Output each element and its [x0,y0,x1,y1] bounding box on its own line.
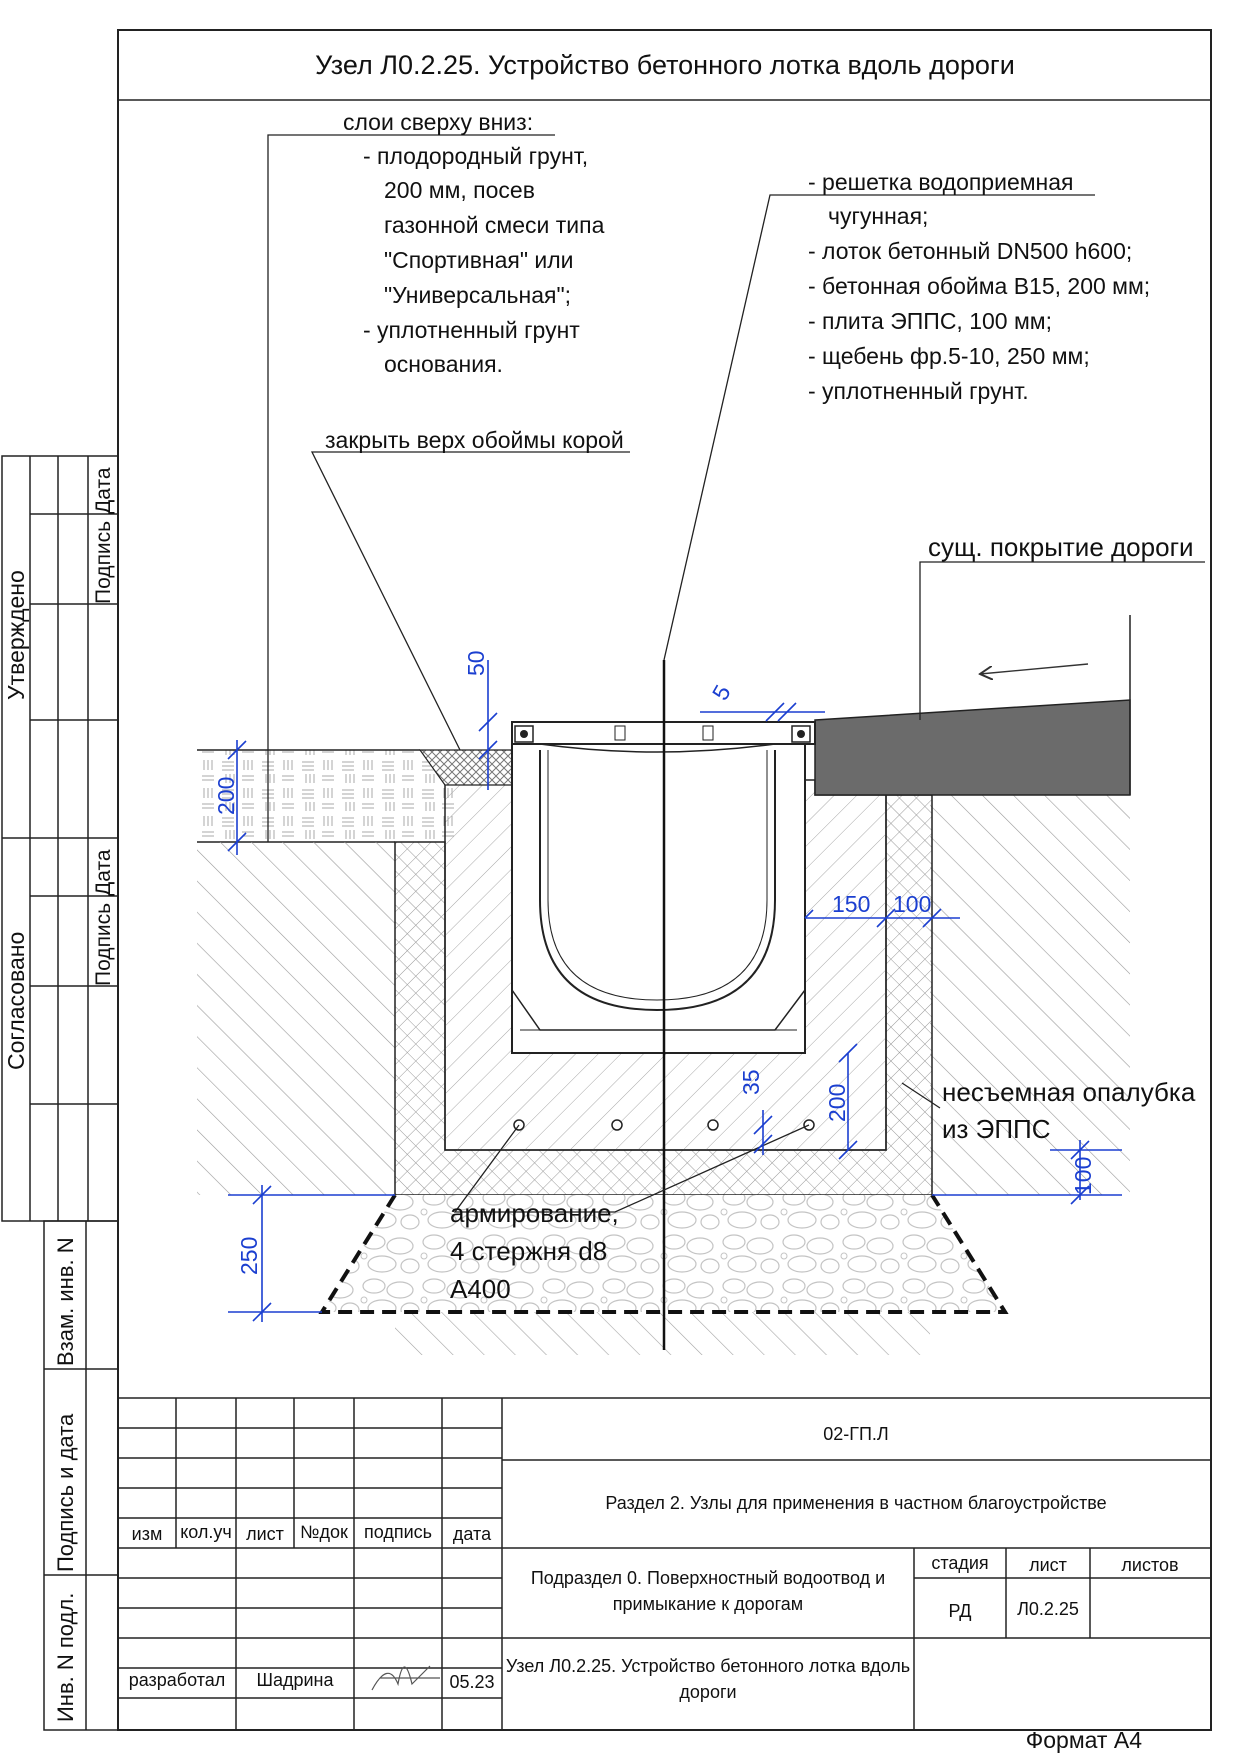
subsection-line-1: Подраздел 0. Поверхностный водоотвод и [530,1568,886,1588]
stamp-replace-inv: Взам. инв. N [53,1237,78,1366]
developed-date: 05.23 [449,1672,495,1692]
stage-label: стадия [931,1553,989,1573]
stamp-agreed: Согласовано [3,931,29,1070]
callout-line: армирование, [450,1198,619,1228]
callout-road: сущ. покрытие дороги [928,532,1194,562]
header-cell: подпись [363,1522,433,1542]
section-drawing [197,615,1130,1355]
callout-formwork-1: несъемная опалубка [942,1077,1196,1107]
dim-250: 250 [236,1236,262,1275]
callout-line: - уплотненный грунт. [808,378,1029,404]
sheets-label: листов [1121,1555,1179,1575]
stamp-approved: Утверждено [3,570,29,700]
stamp-sign-date: Подпись и дата [53,1413,78,1572]
header-cell: изм [131,1524,163,1544]
callout-line: - решетка водоприемная [808,169,1074,195]
callout-layers-left [343,109,605,377]
header-cell: лист [246,1524,284,1544]
doc-code: 02-ГП.Л [823,1424,889,1444]
callout-line: основания. [384,351,503,377]
developer-name: Шадрина [256,1670,334,1690]
callout-line: А400 [450,1274,511,1304]
node-line-1: Узел Л0.2.25. Устройство бетонного лотка вдоль [505,1656,911,1676]
format-label: Формат А4 [1025,1727,1142,1753]
callout-line: - щебень фр.5-10, 250 мм; [808,343,1090,369]
dim-5: 5 [706,680,736,705]
callout-bark: закрыть верх обоймы корой [325,427,624,453]
dim-200-base: 200 [824,1083,850,1122]
callout-line: 4 стержня d8 [450,1236,608,1266]
callout-line: слои сверху вниз: [343,109,534,135]
dim-50: 50 [463,650,489,676]
header-cell: №док [300,1522,348,1542]
developed-label: разработал [128,1670,226,1690]
dim-150: 150 [832,891,871,917]
title-block-headers [132,1522,492,1544]
stamp-date-2: Дата [92,849,115,896]
callout-line: чугунная; [828,203,929,229]
dim-200-soil: 200 [213,776,239,815]
stamp-signature-1: Подпись [92,520,115,604]
header-cell: дата [452,1524,492,1544]
node-line-2: дороги [679,1682,737,1702]
callout-layers-right [808,169,1150,404]
callout-line: "Спортивная" или [384,247,574,273]
callout-line: газонной смеси типа [384,212,605,238]
callout-line: "Универсальная"; [384,282,572,308]
signature-mark [372,1666,440,1690]
section-name: Раздел 2. Узлы для применения в частном благоустройстве [605,1493,1107,1513]
dim-100-bottom: 100 [1070,1156,1096,1195]
callout-line: - бетонная обойма В15, 200 мм; [808,273,1151,299]
stamp-inv-orig: Инв. N подл. [53,1592,78,1722]
drawing-title: Узел Л0.2.25. Устройство бетонного лотка вдоль дороги [315,50,1015,80]
stage-value: РД [948,1601,972,1621]
callout-line: 200 мм, посев [384,177,535,203]
callout-line: - плодородный грунт, [363,143,589,169]
callout-line: - плита ЭППС, 100 мм; [808,308,1052,334]
sheet-label: лист [1029,1555,1067,1575]
stamp-date-1: Дата [92,467,115,514]
stamp-signature-2: Подпись [92,902,115,986]
header-cell: кол.уч [180,1522,232,1542]
sheet-value: Л0.2.25 [1017,1599,1079,1619]
dim-35: 35 [738,1069,764,1095]
callout-line: - уплотненный грунт [363,317,580,343]
dim-100-side: 100 [893,891,932,917]
subsection-line-2: примыкание к дорогам [612,1594,804,1614]
callout-line: - лоток бетонный DN500 h600; [808,238,1133,264]
callout-formwork-2: из ЭППС [942,1114,1051,1144]
